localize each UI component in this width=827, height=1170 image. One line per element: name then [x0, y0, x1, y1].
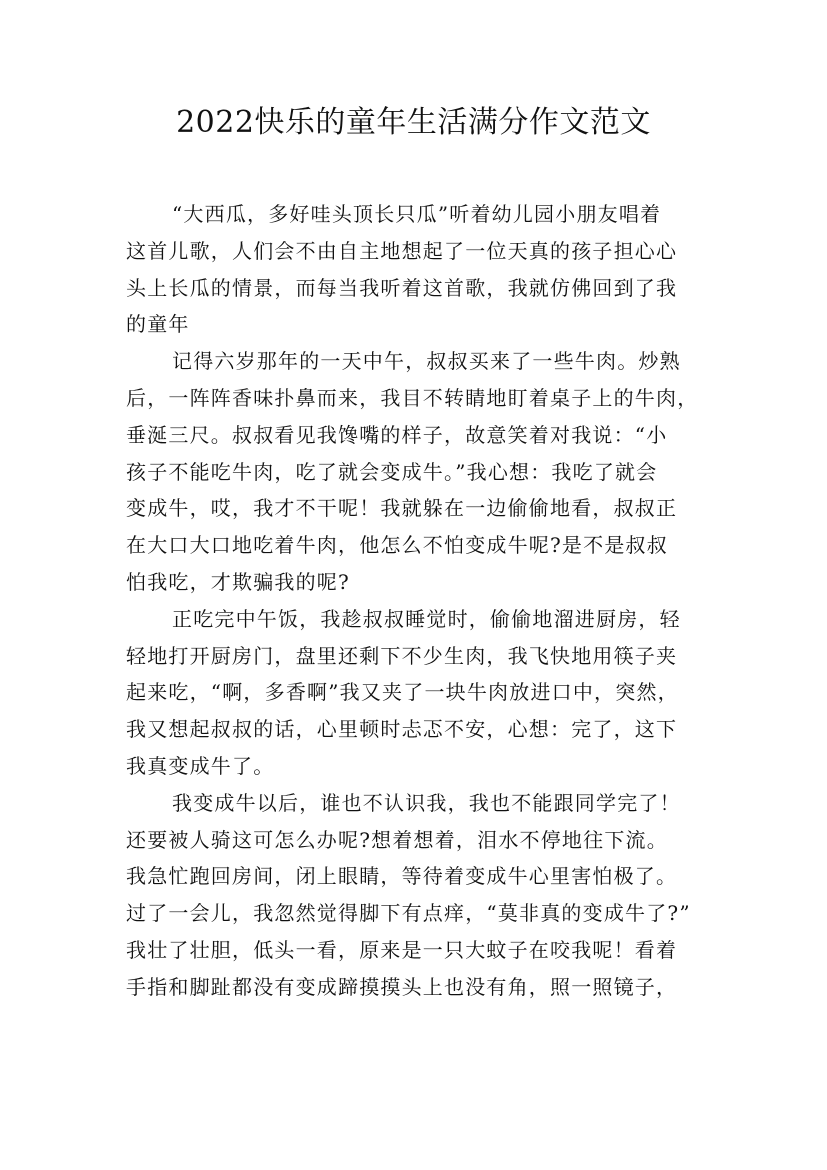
- paragraph-4-line-3: 我急忙跑回房间，闭上眼睛，等待着变成牛心里害怕极了。: [126, 864, 678, 889]
- paragraph-2-line-4: 孩子不能吃牛肉，吃了就会变成牛。”我心想：我吃了就会: [126, 459, 658, 484]
- paragraph-3-line-4: 我又想起叔叔的话，心里顿时忐忑不安，心想：完了，这下: [126, 717, 678, 742]
- paragraph-2-line-2: 后，一阵阵香味扑鼻而来，我目不转睛地盯着桌子上的牛肉，: [126, 385, 699, 410]
- paragraph-1-line-3: 头上长瓜的情景，而每当我听着这首歌，我就仿佛回到了我: [126, 275, 678, 300]
- paragraph-3-line-1: 正吃完中午饭，我趁叔叔睡觉时，偷偷地溜进厨房，轻: [172, 606, 681, 631]
- paragraph-4-line-6: 手指和脚趾都没有变成蹄摸摸头上也没有角，照一照镜子，: [126, 974, 678, 999]
- paragraph-2-line-6: 在大口大口地吃着牛肉，他怎么不怕变成牛呢?是不是叔叔: [126, 533, 668, 558]
- paragraph-1-line-4: 的童年: [126, 312, 190, 337]
- paragraph-4-line-4: 过了一会儿，我忽然觉得脚下有点痒，“莫非真的变成牛了?”: [126, 901, 691, 926]
- paragraph-4-line-5: 我壮了壮胆，低头一看，原来是一只大蚊子在咬我呢！看着: [126, 937, 678, 962]
- paragraph-1-line-2: 这首儿歌，人们会不由自主地想起了一位天真的孩子担心心: [126, 238, 678, 263]
- paragraph-2-line-7: 怕我吃，才欺骗我的呢?: [126, 569, 350, 594]
- paragraph-4-line-2: 还要被人骑这可怎么办呢?想着想着，泪水不停地往下流。: [126, 827, 668, 852]
- document-body: [126, 196, 706, 1006]
- paragraph-3-line-2: 轻地打开厨房门，盘里还剩下不少生肉，我飞快地用筷子夹: [126, 643, 678, 668]
- paragraph-3-line-5: 我真变成牛了。: [126, 753, 275, 778]
- paragraph-2-line-5: 变成牛，哎，我才不干呢！我就躲在一边偷偷地看，叔叔正: [126, 496, 678, 521]
- paragraph-1-line-1: “大西瓜，多好哇头顶长只瓜”听着幼儿园小朋友唱着: [172, 202, 662, 226]
- document-title: 2022快乐的童年生活满分作文范文: [176, 105, 651, 140]
- paragraph-4-line-1: 我变成牛以后，谁也不认识我，我也不能跟同学完了！: [172, 790, 681, 815]
- paragraph-2-line-3: 垂涎三尺。叔叔看见我馋嘴的样子，故意笑着对我说：“小: [126, 422, 668, 447]
- paragraph-2-line-1: 记得六岁那年的一天中午，叔叔买来了一些牛肉。炒熟: [172, 349, 681, 374]
- paragraph-3-line-3: 起来吃，“啊，多香啊”我又夹了一块牛肉放进口中，突然，: [126, 680, 679, 705]
